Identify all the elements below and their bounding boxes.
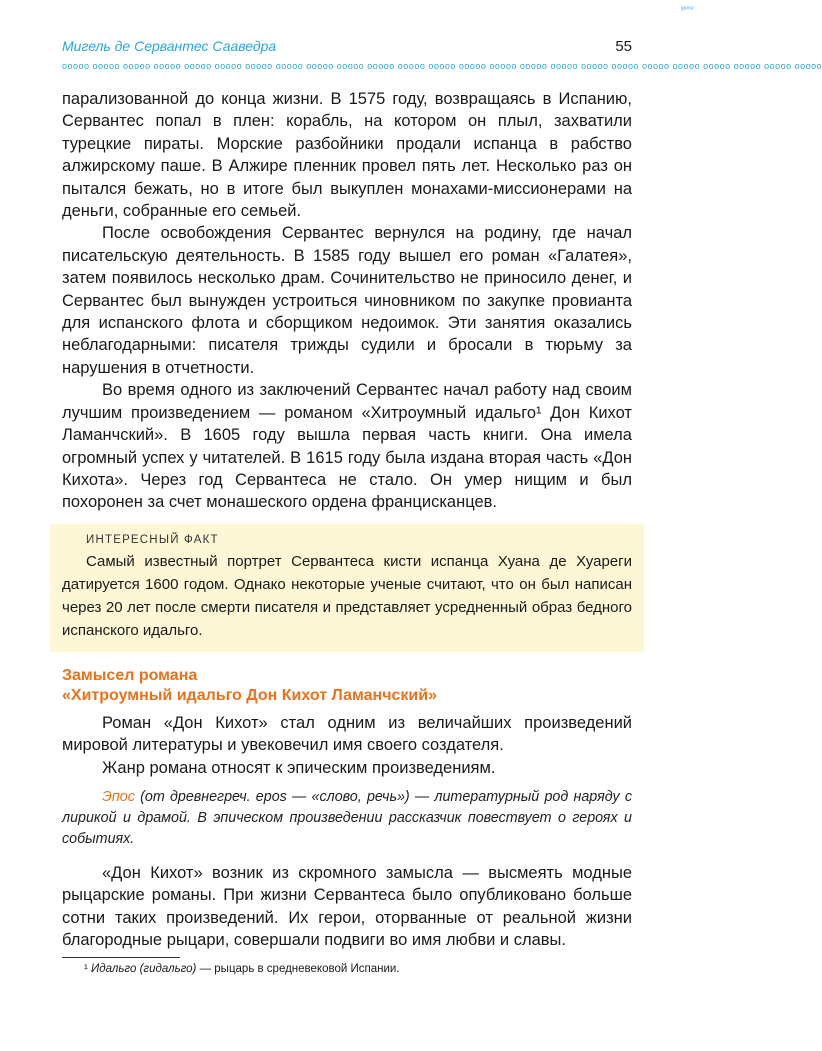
section-heading-line: Замысел романа xyxy=(62,666,198,684)
page-content xyxy=(62,88,632,952)
footnote-marker: ¹ xyxy=(84,963,88,975)
fact-text: Самый известный портрет Сервантеса кисти испанца Хуана де Хуареги датируется 1600 годом. Однако некоторые ученые считают, что он был написан через 20 лет после смерти писателя и представляет усредненный образ бедного испанского идальго. xyxy=(62,552,632,639)
body-paragraph: Во время одного из заключений Сервантес начал работу над своим лучшим произведением — романом «Хитроумный идальго¹ Дон Кихот Ламанчский». В 1605 году вышла первая часть книги. Она имела огромный успех у читателей. В 1615 году была издана вторая часть «Дон Кихота». Через год Сервантеса не стало. Он умер нищим и был похоронен за счет монашеского ордена францисканцев. xyxy=(62,381,632,512)
section-heading-line: «Хитроумный идальго Дон Кихот Ламанчский» xyxy=(62,686,437,704)
footnote xyxy=(84,962,632,977)
body-paragraph: Жанр романа относят к эпическим произведениям. xyxy=(102,758,496,777)
body-paragraph: После освобождения Сервантес вернулся на родину, где начал писательскую деятельность. В 1585 году вышел его роман «Галатея», затем появилось несколько драм. Сочинительство не приносило денег, и Сервантес был вынужден устроиться чиновником по закупке провианта для испанского флота и сборщиком недоимок. Эти занятия оказались неблагодарными: писателя трижды судили и бросали в тюрьму за нарушения в отчетности. xyxy=(62,224,632,377)
fact-title: ИНТЕРЕСНЫЙ ФАКТ xyxy=(86,533,219,546)
interesting-fact-box xyxy=(50,524,644,652)
body-paragraph: Роман «Дон Кихот» стал одним из величайших произведений мировой литературы и увековечил имя своего создателя. xyxy=(62,713,632,755)
definition xyxy=(62,787,632,850)
definition-term: Эпос xyxy=(102,788,135,805)
header-ornament: ooooo ooooo ooooo ooooo ooooo ooooo ooooo ooooo ooooo ooooo ooooo ooooo ooooo ooooo ooooo ooooo ooooo ooooo ooooo ooooo ooooo ooooo ooooo ooooo ooooo xyxy=(62,61,822,71)
definition-text: (от древнегреч. epos — «слово, речь») — литературный род наряду с лирикой и драмой. В эпическом произведении рассказчик повествует о героях и событиях. xyxy=(62,788,632,847)
section-heading xyxy=(62,666,632,706)
footnote-text: — рыцарь в средневековой Испании. xyxy=(196,963,400,975)
footnote-term: Идальго (гидальго) xyxy=(91,963,197,975)
page-number: 55 xyxy=(615,38,632,55)
running-head xyxy=(62,38,632,55)
footnote-rule xyxy=(62,957,180,958)
body-paragraph: парализованной до конца жизни. В 1575 году, возвращаясь в Испанию, Сервантес попал в плен: корабль, на котором он плыл, захватили турецкие пираты. Морские разбойники продали испанца в рабство алжирскому паше. В Алжире пленник провел пять лет. Несколько раз он пытался бежать, но в итоге был выкуплен монахами-миссионерами на деньги, собранные его семьей. xyxy=(62,90,632,221)
body-paragraph: «Дон Кихот» возник из скромного замысла — высмеять модные рыцарские романы. При жизни Сервантеса было опубликовано больше сотни таких произведений. Их герои, оторванные от реальной жизни благородные рыцари, совершали подвиги во имя любви и славы. xyxy=(62,863,632,950)
running-title: Мигель де Сервантес Сааведра xyxy=(62,38,277,54)
corner-mark: ᵍᵃᵐᵉ xyxy=(680,6,694,13)
